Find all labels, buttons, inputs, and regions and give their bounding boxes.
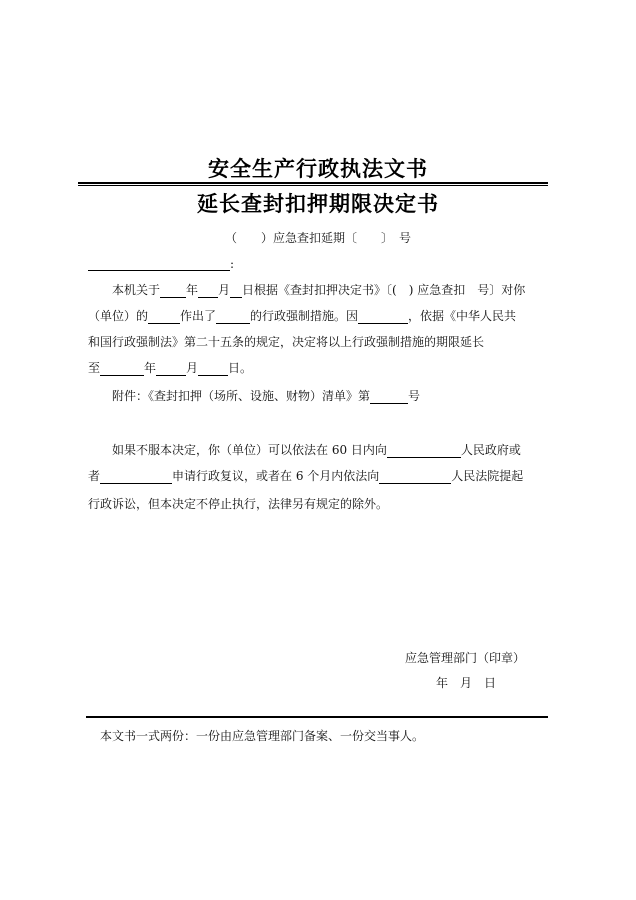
measure-blank[interactable]	[216, 310, 250, 324]
footer-rule	[86, 716, 548, 718]
court-blank[interactable]	[379, 470, 451, 484]
paragraph-2-line-3: 行政诉讼，但本决定不停止执行，法律另有规定的除外。	[88, 497, 389, 511]
extend-day-blank[interactable]	[198, 362, 228, 376]
attachment-line: 附件：《查封扣押（场所、设施、财物）清单》第 号	[112, 389, 421, 403]
object-blank[interactable]	[148, 310, 180, 324]
review-authority-blank[interactable]	[100, 470, 172, 484]
document-subtitle: 延长查封扣押期限决定书	[197, 192, 439, 216]
extend-month-blank[interactable]	[156, 362, 186, 376]
paragraph-2-line-2: 者 申请行政复议，或者在 6 个月内依法向 人民法院提起	[88, 469, 524, 483]
paragraph-1-line-3: 和国行政强制法》第二十五条的规定，决定将以上行政强制措施的期限延长	[88, 335, 485, 349]
paragraph-1-line-4: 至 年 月 日。	[88, 361, 253, 375]
paragraph-1-line-2: （单位）的 作出了 的行政强制措施。因 ，依据《中华人民共	[88, 309, 517, 323]
addressee-line	[88, 256, 234, 271]
title-rule-thin	[78, 185, 548, 186]
reason-blank[interactable]	[358, 310, 408, 324]
paragraph-2-line-1: 如果不服本决定，你（单位）可以依法在 60 日内向 人民政府或	[112, 443, 521, 457]
government-blank[interactable]	[387, 444, 461, 458]
footnote: 本文书一式两份：一份由应急管理部门备案、一份交当事人。	[100, 729, 425, 743]
year-blank[interactable]	[160, 284, 186, 298]
document-number: （ ）应急查扣延期〔 〕 号	[224, 231, 411, 245]
attachment-number-blank[interactable]	[370, 390, 408, 404]
addressee-colon: :	[230, 257, 235, 271]
document-title: 安全生产行政执法文书	[208, 157, 428, 181]
month-blank[interactable]	[198, 284, 218, 298]
extend-year-blank[interactable]	[100, 362, 144, 376]
title-rule-thick	[78, 182, 548, 184]
addressee-blank[interactable]	[88, 256, 230, 271]
issuing-department: 应急管理部门（印章）	[405, 651, 526, 665]
day-blank[interactable]	[230, 284, 242, 298]
issue-date: 年 月 日	[436, 676, 497, 690]
paragraph-1-line-1: 本机关于 年 月 日根据《查封扣押决定书》〔( ) 应急查扣 号〕对你	[112, 283, 526, 297]
